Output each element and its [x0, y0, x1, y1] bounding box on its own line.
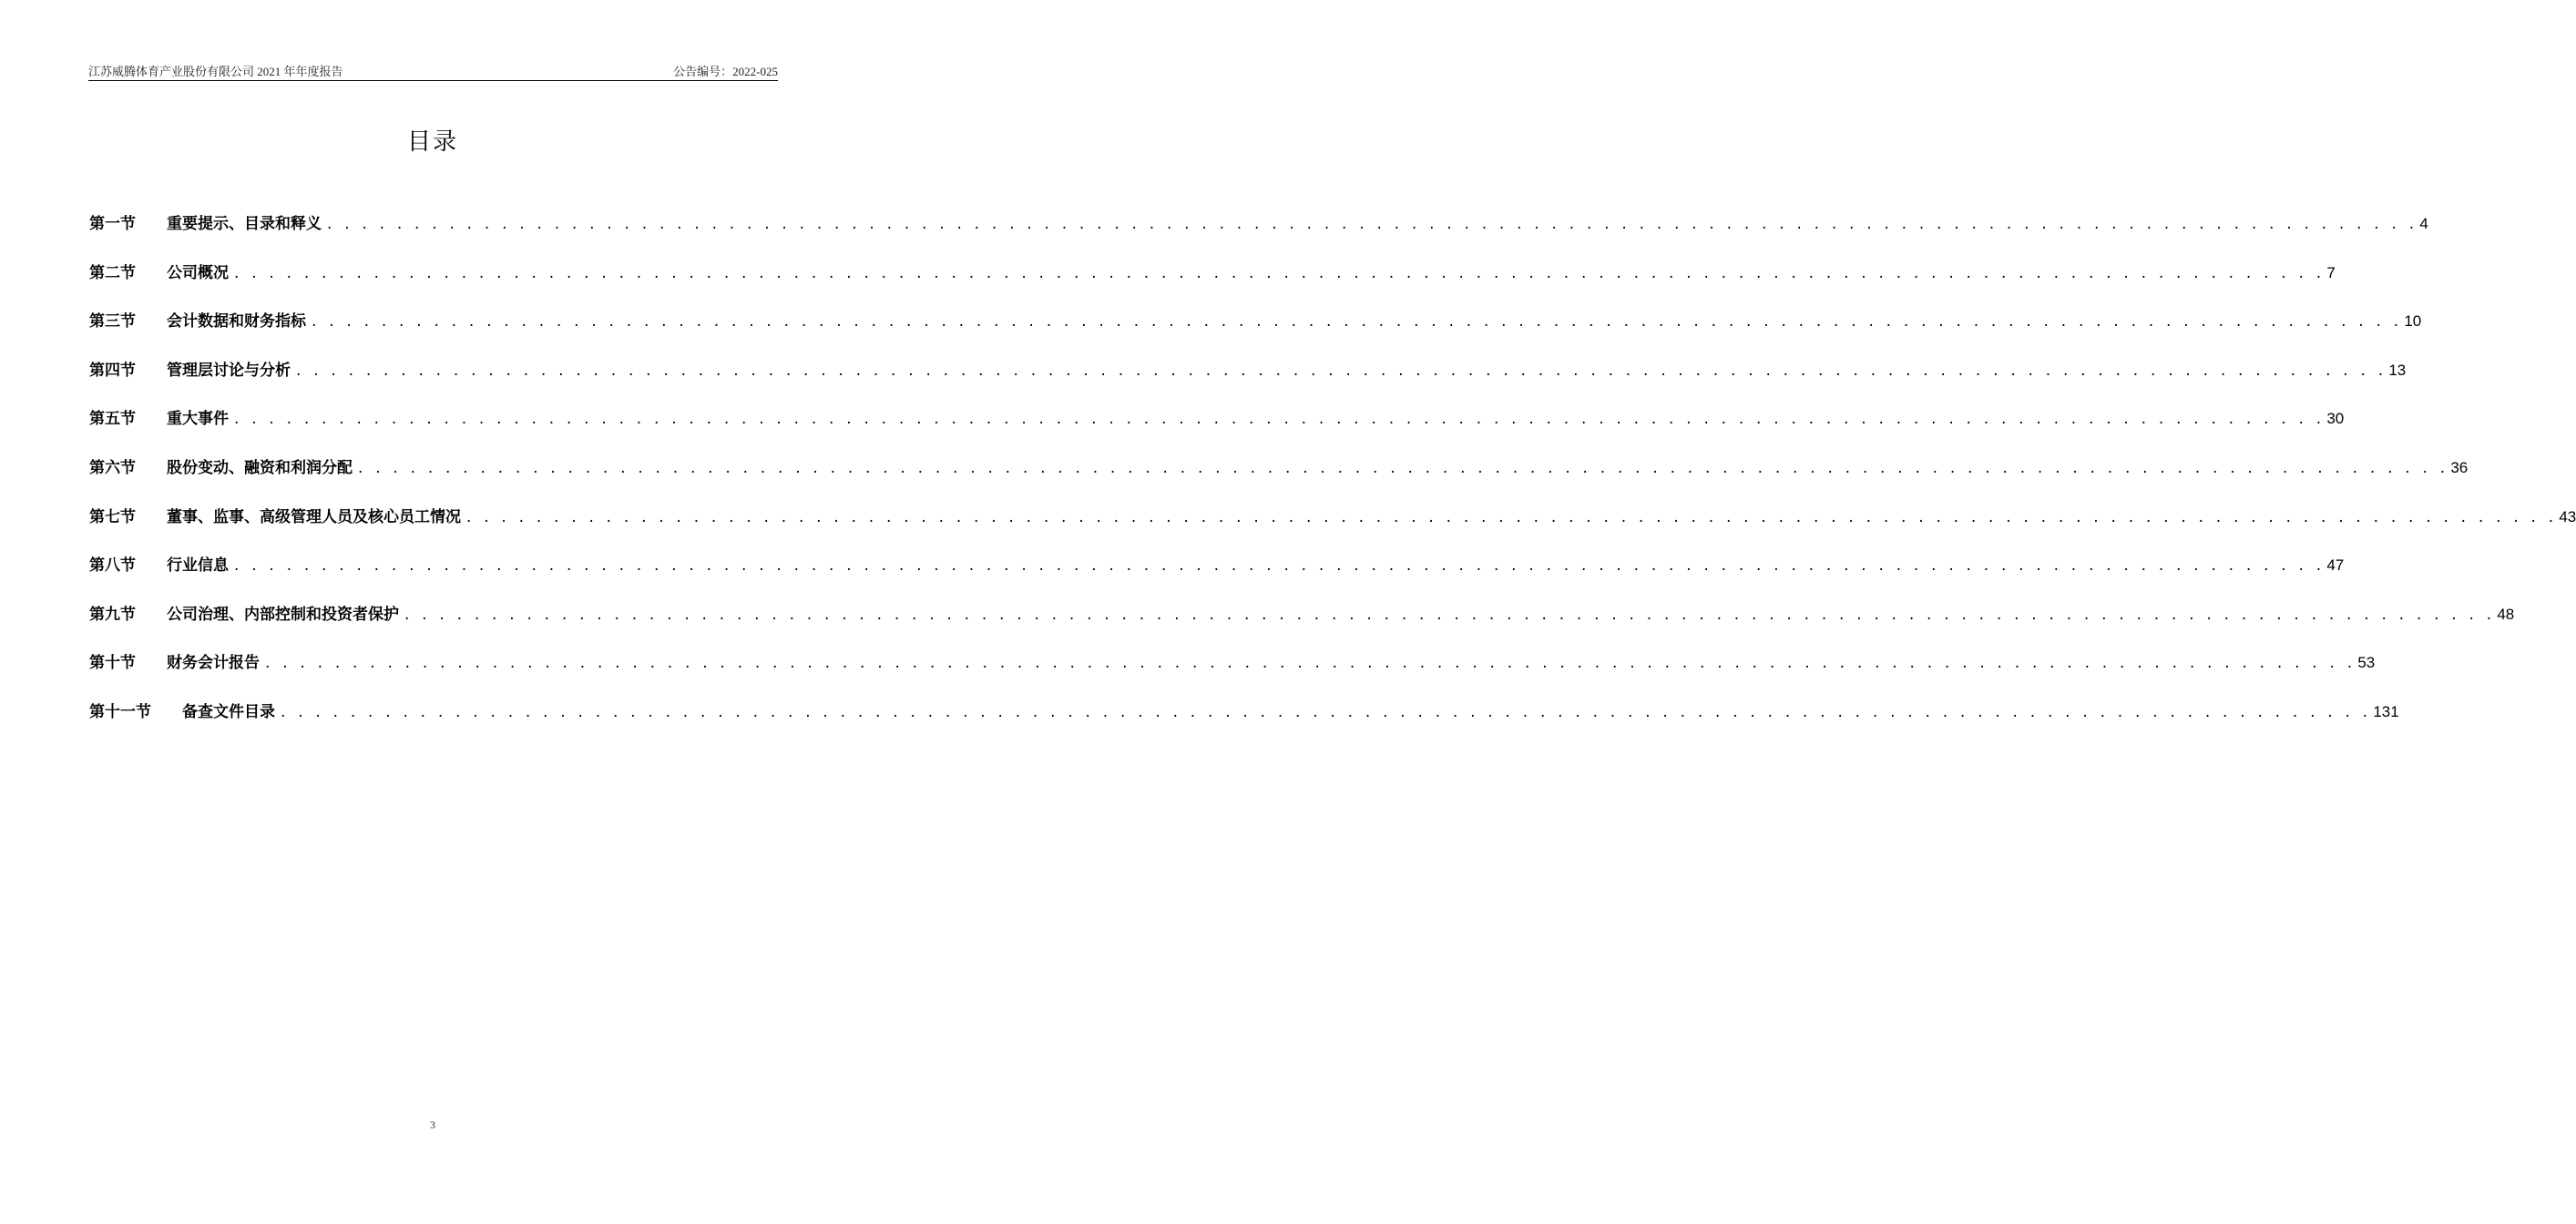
toc-section-label: 第十节 [89, 654, 136, 673]
toc-page-number: 4 [2419, 215, 2428, 232]
toc-dot-leader: . . . . . . . . . . . . . . . . . . . . . . . . . . . . . . . . . . . . . . . . . . . . . . . . . . . . . . . . . . . . . . . . . . . . . . . . . . . . . . . . . . . . . . . . . . . . . . . . . . . . . . . . . . . . . . . . . . . . . . . . [327, 215, 2418, 233]
toc-page-number: 131 [2373, 702, 2399, 720]
toc-page-number: 48 [2497, 605, 2515, 623]
toc-dot-leader: . . . . . . . . . . . . . . . . . . . . . . . . . . . . . . . . . . . . . . . . . . . . . . . . . . . . . . . . . . . . . . . . . . . . . . . . . . . . . . . . . . . . . . . . . . . . . . . . . . . . . . . . . . . . . . . . . . . . . . . . [466, 507, 2558, 526]
toc-dot-leader: . . . . . . . . . . . . . . . . . . . . . . . . . . . . . . . . . . . . . . . . . . . . . . . . . . . . . . . . . . . . . . . . . . . . . . . . . . . . . . . . . . . . . . . . . . . . . . . . . . . . . . . . . . . . . . . . . . . . . . . . [265, 654, 2356, 673]
toc-dot-leader: . . . . . . . . . . . . . . . . . . . . . . . . . . . . . . . . . . . . . . . . . . . . . . . . . . . . . . . . . . . . . . . . . . . . . . . . . . . . . . . . . . . . . . . . . . . . . . . . . . . . . . . . . . . . . . . . . . . . . . . . [234, 263, 2326, 282]
toc-section-label: 第九节 [89, 605, 136, 624]
toc-entry[interactable] [89, 551, 2345, 600]
toc-dot-leader: . . . . . . . . . . . . . . . . . . . . . . . . . . . . . . . . . . . . . . . . . . . . . . . . . . . . . . . . . . . . . . . . . . . . . . . . . . . . . . . . . . . . . . . . . . . . . . . . . . . . . . . . . . . . . . . . . . . . . . . . [296, 361, 2387, 380]
toc-section-label: 第三节 [89, 312, 136, 332]
toc-page-number: 47 [2326, 556, 2345, 575]
toc-section-title: 重大事件 [167, 410, 229, 429]
toc-dot-leader: . . . . . . . . . . . . . . . . . . . . . . . . . . . . . . . . . . . . . . . . . . . . . . . . . . . . . . . . . . . . . . . . . . . . . . . . . . . . . . . . . . . . . . . . . . . . . . . . . . . . . . . . . . . . . . . . . . . . . . . . [234, 410, 2326, 429]
page-number-footer: 3 [430, 1118, 435, 1131]
toc-section-title: 管理层讨论与分析 [167, 361, 291, 380]
toc-section-label: 第二节 [89, 263, 136, 282]
toc-page-number: 36 [2450, 458, 2469, 476]
toc-section-title: 公司概况 [167, 263, 229, 282]
toc-section-title: 重要提示、目录和释义 [167, 215, 322, 233]
toc-page-number: 53 [2357, 654, 2376, 672]
toc-section-title: 财务会计报告 [167, 654, 260, 673]
toc-dot-leader: . . . . . . . . . . . . . . . . . . . . . . . . . . . . . . . . . . . . . . . . . . . . . . . . . . . . . . . . . . . . . . . . . . . . . . . . . . . . . . . . . . . . . . . . . . . . . . . . . . . . . . . . . . . . . . . . . . . . . . . . [312, 312, 2403, 332]
toc-entry[interactable] [89, 698, 2399, 747]
toc-page-number: 7 [2326, 263, 2336, 281]
toc-section-title: 公司治理、内部控制和投资者保护 [167, 605, 399, 624]
toc-entry[interactable] [89, 503, 2576, 552]
page-header [88, 60, 778, 81]
toc-dot-leader: . . . . . . . . . . . . . . . . . . . . . . . . . . . . . . . . . . . . . . . . . . . . . . . . . . . . . . . . . . . . . . . . . . . . . . . . . . . . . . . . . . . . . . . . . . . . . . . . . . . . . . . . . . . . . . . . . . . . . . . . [234, 556, 2326, 576]
toc-section-label: 第七节 [89, 507, 136, 526]
toc-entry[interactable] [89, 648, 2376, 698]
toc-entry[interactable] [89, 259, 2336, 308]
toc-entry[interactable] [89, 454, 2469, 503]
toc-entry[interactable] [89, 404, 2345, 454]
toc-section-title: 行业信息 [167, 556, 229, 576]
toc-dot-leader: . . . . . . . . . . . . . . . . . . . . . . . . . . . . . . . . . . . . . . . . . . . . . . . . . . . . . . . . . . . . . . . . . . . . . . . . . . . . . . . . . . . . . . . . . . . . . . . . . . . . . . . . . . . . . . . . . . . . . . . . [358, 458, 2449, 477]
page-title: 目录 [406, 128, 458, 156]
toc-entry[interactable] [89, 356, 2407, 405]
toc-page-number: 13 [2388, 361, 2407, 379]
toc-section-label: 第八节 [89, 556, 136, 576]
toc-section-title: 董事、监事、高级管理人员及核心员工情况 [167, 507, 461, 526]
toc-section-label: 第四节 [89, 361, 136, 380]
toc-page-number: 10 [2404, 312, 2422, 331]
table-of-contents [89, 209, 2576, 747]
toc-section-label: 第十一节 [89, 702, 151, 721]
toc-page-number: 43 [2559, 507, 2576, 525]
toc-entry[interactable] [89, 209, 2428, 259]
toc-entry[interactable] [89, 307, 2422, 356]
toc-dot-leader: . . . . . . . . . . . . . . . . . . . . . . . . . . . . . . . . . . . . . . . . . . . . . . . . . . . . . . . . . . . . . . . . . . . . . . . . . . . . . . . . . . . . . . . . . . . . . . . . . . . . . . . . . . . . . . . . . . . . . . . . [281, 702, 2372, 721]
toc-section-title: 备查文件目录 [182, 702, 275, 721]
toc-section-title: 会计数据和财务指标 [167, 312, 306, 332]
toc-dot-leader: . . . . . . . . . . . . . . . . . . . . . . . . . . . . . . . . . . . . . . . . . . . . . . . . . . . . . . . . . . . . . . . . . . . . . . . . . . . . . . . . . . . . . . . . . . . . . . . . . . . . . . . . . . . . . . . . . . . . . . . . [404, 605, 2496, 624]
toc-section-label: 第五节 [89, 410, 136, 429]
toc-entry[interactable] [89, 600, 2515, 649]
toc-section-label: 第六节 [89, 458, 136, 477]
header-announcement-number: 公告编号：2022-025 [673, 65, 778, 78]
toc-section-title: 股份变动、融资和利润分配 [167, 458, 353, 477]
toc-page-number: 30 [2326, 410, 2345, 428]
toc-section-label: 第一节 [89, 215, 136, 233]
header-company-report-title: 江苏威腾体育产业股份有限公司 2021 年年度报告 [88, 65, 343, 78]
